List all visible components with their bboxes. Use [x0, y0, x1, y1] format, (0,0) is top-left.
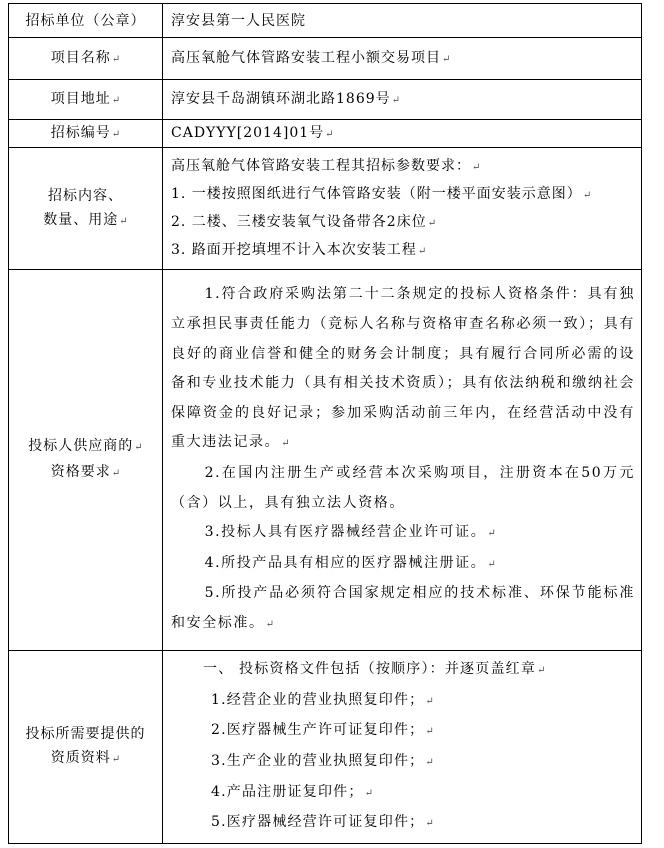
- paragraph-mark: ↵: [425, 726, 434, 738]
- project-name-label: 项目名称: [50, 49, 111, 66]
- value-cell-project-address: [163, 80, 642, 120]
- value-cell-bid-number: [163, 120, 642, 148]
- paragraph-mark: ↵: [391, 94, 401, 106]
- row-content: [9, 148, 642, 270]
- qualification-paragraph-4: 4.所投产品具有相应的医疗器械注册证。↵: [204, 554, 496, 571]
- document-item: 1.经营企业的营业执照复印件；↵: [211, 691, 434, 708]
- document-item: 3.生产企业的营业执照复印件；↵: [211, 753, 434, 769]
- table-end-mark: [641, 156, 650, 168]
- unit-value: 淳安县第一人民医院: [171, 12, 306, 29]
- paragraph-mark: ↵: [134, 442, 143, 453]
- paragraph-mark: ↵: [472, 161, 481, 173]
- document-item: 2.医疗器械生产许可证复印件；↵: [211, 722, 434, 739]
- paragraph-mark: ↵: [111, 754, 121, 765]
- paragraph-mark: ↵: [281, 438, 290, 450]
- paragraph-mark: ↵: [442, 53, 451, 65]
- paragraph-mark: ↵: [111, 94, 121, 106]
- paragraph-mark: ↵: [111, 128, 121, 140]
- content-line: 3. 路面开挖填埋不计入本次安装工程↵: [171, 241, 427, 258]
- label-cell-unit: [9, 4, 163, 38]
- table-end-mark: [641, 14, 650, 26]
- paragraph-mark: ↵: [265, 618, 274, 630]
- bid-number-label: 招标编号: [50, 124, 111, 141]
- project-name-value: 高压氧舱气体管路安装工程小额交易项目: [171, 49, 441, 66]
- paragraph-mark: ↵: [417, 245, 427, 257]
- qualification-label-line2: 资格要求: [50, 464, 111, 480]
- paragraph-mark: ↵: [111, 468, 121, 479]
- paragraph-mark: ↵: [487, 528, 496, 540]
- project-address-label: 项目地址: [50, 90, 111, 107]
- content-label-line1: 招标内容、: [48, 187, 123, 204]
- documents-label-line1: 投标所需要提供的: [25, 726, 146, 742]
- row-unit: [9, 4, 642, 38]
- documents-header: 一、 投标资格文件包括（按顺序）：并逐页盖红章↵: [203, 661, 546, 678]
- paragraph-mark: ↵: [487, 558, 496, 570]
- content-line: 高压氧舱气体管路安装工程其招标参数要求：↵: [171, 157, 481, 174]
- value-cell-unit: [163, 4, 642, 38]
- row-project-address: [9, 80, 642, 120]
- row-project-name: [9, 38, 642, 80]
- value-cell-content: [163, 148, 642, 270]
- qualification-label-line1: 投标人供应商的: [28, 438, 134, 454]
- row-bid-number: [9, 120, 642, 148]
- document-item: 5.医疗器械经营许可证复印件；↵: [211, 814, 434, 831]
- label-cell-project-name: [9, 38, 163, 80]
- paragraph-mark: ↵: [582, 189, 592, 201]
- label-cell-qualification: [9, 270, 163, 651]
- row-documents: [9, 651, 642, 844]
- label-cell-project-address: [9, 80, 163, 120]
- project-address-value: 淳安县千岛湖镇环湖北路1869号: [171, 90, 391, 107]
- paragraph-mark: ↵: [111, 53, 121, 65]
- label-cell-bid-number: [9, 120, 163, 148]
- bid-info-table: [8, 3, 642, 844]
- paragraph-mark: ↵: [325, 128, 334, 140]
- unit-label: 招标单位（公章）: [25, 12, 146, 29]
- paragraph-mark: ↵: [364, 787, 373, 799]
- qualification-paragraph-3: 3.投标人具有医疗器械经营企业许可证。↵: [204, 524, 496, 541]
- paragraph-mark: ↵: [425, 818, 434, 830]
- qualification-paragraph-5: 5.所投产品必须符合国家规定相应的技术标准、环保节能标准和安全标准。↵: [171, 585, 635, 631]
- documents-label-line2: 资质资料: [50, 750, 111, 766]
- bid-number-value: CADYYY[2014]01号: [171, 124, 325, 141]
- paragraph-mark: ↵: [425, 757, 434, 768]
- content-label-line2: 数量、用途: [43, 211, 119, 228]
- paragraph-mark: ↵: [425, 695, 434, 707]
- paragraph-mark: ↵: [119, 215, 128, 227]
- value-cell-project-name: [163, 38, 642, 80]
- document-item: 4.产品注册证复印件；↵: [211, 783, 373, 800]
- qualification-paragraph-2: 2.在国内注册生产或经营本次采购项目，注册资本在50万元（含）以上，具有独立法人资格。: [171, 465, 635, 511]
- label-cell-documents: [9, 651, 163, 844]
- paragraph-mark: ↵: [537, 665, 546, 677]
- label-cell-content: [9, 148, 163, 270]
- value-cell-documents: [163, 651, 642, 844]
- content-line: 1. 一楼按照图纸进行气体管路安装（附一楼平面安装示意图）↵: [171, 185, 592, 202]
- row-qualification: [9, 270, 642, 651]
- content-line: 2. 二楼、三楼安装氧气设备带各2床位↵: [171, 213, 437, 230]
- qualification-paragraph-1: 1.符合政府采购法第二十二条规定的投标人资格条件：具有独立承担民事责任能力（竞标人名称与资格审查名称必须一致）；具有良好的商业信誉和健全的财务会计制度；具有履行合同所必需的设备和专业技术能力（具有相关技术资质）；具有依法纳税和缴纳社会保障资金的良好记录；参加采购活动前三年内，在经营活动中没有重大违法记录。↵: [171, 286, 635, 451]
- paragraph-mark: ↵: [427, 217, 437, 229]
- value-cell-qualification: [163, 270, 642, 651]
